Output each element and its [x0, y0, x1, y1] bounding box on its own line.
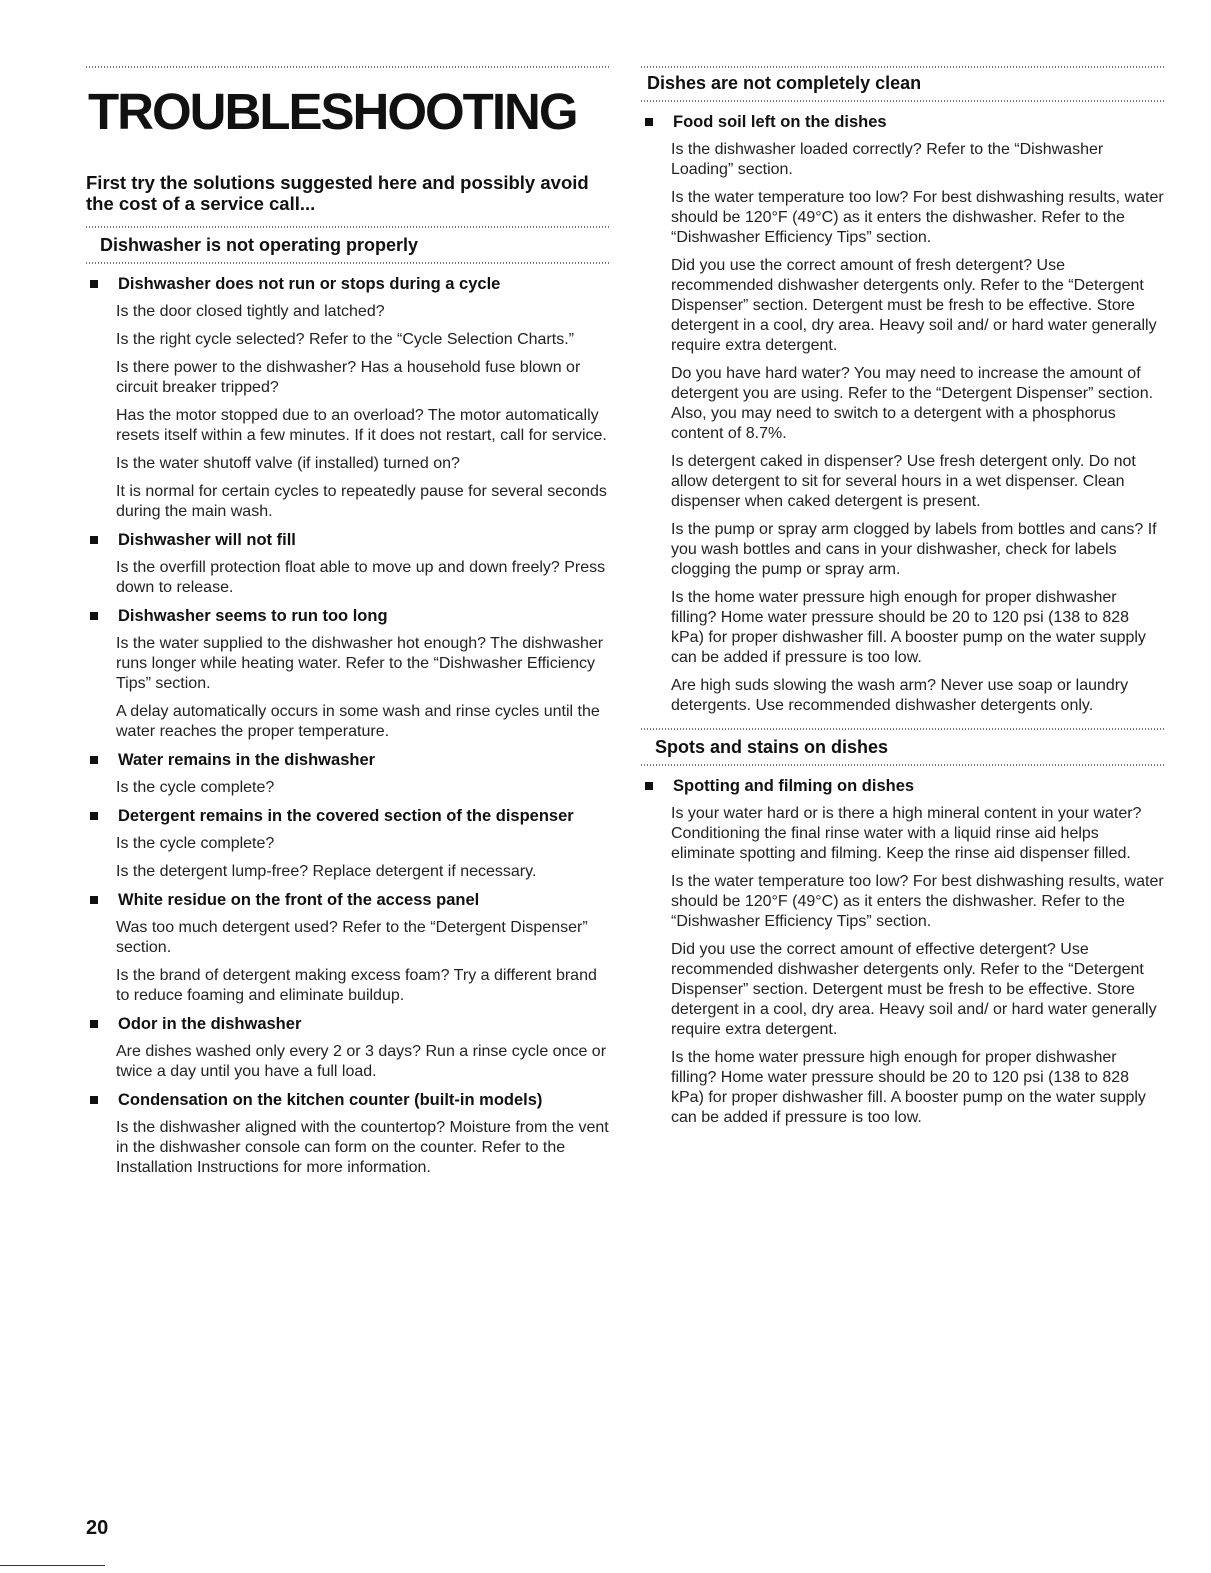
troubleshooting-item — [86, 1090, 610, 1178]
item-paragraph: Is the dishwasher loaded correctly? Refer to the “Dishwasher Loading” section. — [671, 141, 1104, 178]
dotted-rule — [641, 764, 1165, 766]
item-heading — [86, 530, 610, 550]
item-heading — [86, 274, 610, 294]
right-column — [641, 66, 1165, 1136]
dotted-rule — [641, 66, 1165, 68]
section-title: Dishwasher is not operating properly — [100, 235, 419, 255]
right-item-list — [641, 112, 1165, 716]
item-heading-text: Food soil left on the dishes — [673, 113, 887, 131]
item-heading — [86, 1014, 610, 1034]
item-paragraph: Is there power to the dishwasher? Has a household fuse blown or circuit breaker tripped? — [116, 359, 581, 396]
item-paragraph: Are dishes washed only every 2 or 3 days? Run a rinse cycle once or twice a day until you have a full load. — [116, 1043, 607, 1080]
item-paragraph: Is the brand of detergent making excess foam? Try a different brand to reduce foaming and eliminate buildup. — [116, 967, 597, 1004]
item-paragraph: Was too much detergent used? Refer to the “Detergent Dispenser” section. — [116, 919, 588, 956]
item-paragraph: A delay automatically occurs in some wash and rinse cycles until the water reaches the proper temperature. — [116, 703, 600, 740]
item-paragraph: Is the pump or spray arm clogged by labels from bottles and cans? If you wash bottles and cans in your dishwasher, check for labels clogging the pump or spray arm. — [671, 521, 1157, 578]
dotted-rule — [641, 100, 1165, 102]
troubleshooting-item — [86, 606, 610, 742]
item-paragraph: Is the cycle complete? — [116, 835, 275, 852]
item-paragraph: Is the water supplied to the dishwasher hot enough? The dishwasher runs longer while heating water. Refer to the “Dishwasher Efficiency Tips” section. — [116, 635, 604, 692]
item-paragraph: Did you use the correct amount of fresh detergent? Use recommended dishwasher detergents only. Refer to the “Detergent Dispenser” section. Detergent must be fresh to be effective. Store detergent in a cool, dry area. Heavy soil and/ or hard water generally require extra detergent. — [671, 257, 1157, 354]
section-header — [641, 728, 1165, 766]
item-paragraph: Did you use the correct amount of effective detergent? Use recommended dishwasher detergents only. Refer to the “Detergent Dispenser” section. Detergent must be fresh to be effective. Store detergent in a cool, dry area. Heavy soil and/ or hard water generally require extra detergent. — [671, 941, 1157, 1038]
dotted-rule — [86, 226, 610, 228]
section-title: Dishes are not completely clean — [647, 73, 922, 93]
item-paragraph: Is the overfill protection float able to move up and down freely? Press down to release. — [116, 559, 606, 596]
item-heading-text: Condensation on the kitchen counter (built-in models) — [118, 1091, 543, 1109]
item-heading-text: Spotting and filming on dishes — [673, 777, 915, 795]
item-heading-text: Dishwasher will not fill — [118, 531, 296, 549]
right-item-list — [641, 776, 1165, 1128]
troubleshooting-item — [86, 1014, 610, 1082]
item-heading — [86, 1090, 610, 1110]
item-heading-text: Water remains in the dishwasher — [118, 751, 376, 769]
item-paragraph: Is the cycle complete? — [116, 779, 275, 796]
item-body — [86, 634, 610, 742]
troubleshooting-item — [86, 750, 610, 798]
troubleshooting-item — [641, 776, 1165, 1128]
troubleshooting-item — [86, 274, 610, 522]
item-heading-text: Odor in the dishwasher — [118, 1015, 302, 1033]
footer-rule — [0, 1565, 105, 1566]
troubleshooting-item — [86, 806, 610, 882]
section-title: Spots and stains on dishes — [655, 737, 889, 757]
item-body — [86, 302, 610, 522]
bullet-square-icon — [90, 812, 98, 820]
item-paragraph: Is the home water pressure high enough for proper dishwasher filling? Home water pressure should be 20 to 120 psi (138 to 828 kPa) for proper dishwasher fill. A booster pump on the water supply can be added if pressure is too low. — [671, 589, 1146, 666]
left-item-list — [86, 274, 610, 1178]
item-heading — [641, 112, 1165, 132]
item-heading — [86, 606, 610, 626]
item-paragraph: Is the detergent lump-free? Replace detergent if necessary. — [116, 863, 537, 880]
item-body — [86, 834, 610, 882]
troubleshooting-item — [86, 530, 610, 598]
item-paragraph: Is the water shutoff valve (if installed) turned on? — [116, 455, 460, 472]
item-paragraph: Is detergent caked in dispenser? Use fresh detergent only. Do not allow detergent to sit for several hours in a wet dispenser. Clean dispenser when caked detergent is present. — [671, 453, 1136, 510]
item-heading — [86, 750, 610, 770]
item-body — [86, 1118, 610, 1178]
item-paragraph: Are high suds slowing the wash arm? Never use soap or laundry detergents. Use recommended dishwasher detergents only. — [671, 677, 1129, 714]
item-body — [86, 558, 610, 598]
bullet-square-icon — [645, 118, 653, 126]
item-paragraph: Has the motor stopped due to an overload? The motor automatically resets itself within a few minutes. If it does not restart, call for service. — [116, 407, 607, 444]
bullet-square-icon — [90, 1020, 98, 1028]
item-paragraph: It is normal for certain cycles to repeatedly pause for several seconds during the main wash. — [116, 483, 607, 520]
item-body — [641, 804, 1165, 1128]
item-body — [86, 778, 610, 798]
item-heading — [86, 806, 610, 826]
dotted-rule — [86, 262, 610, 264]
page-title: TROUBLESHOOTING — [88, 83, 577, 140]
page-number: 20 — [86, 1517, 109, 1539]
dotted-rule — [641, 728, 1165, 730]
section-header — [86, 226, 610, 264]
item-heading-text: Detergent remains in the covered section of the dispenser — [118, 807, 574, 825]
item-body — [641, 140, 1165, 716]
item-body — [86, 1042, 610, 1082]
bullet-square-icon — [90, 756, 98, 764]
item-paragraph: Is the dishwasher aligned with the countertop? Moisture from the vent in the dishwasher console can form on the counter. Refer to the Installation Instructions for more information. — [116, 1119, 609, 1176]
bullet-square-icon — [90, 612, 98, 620]
item-paragraph: Do you have hard water? You may need to increase the amount of detergent you are using. Refer to the “Detergent Dispenser” section. Also, you may need to switch to a detergent with a phosphorus content of 8.7%. — [671, 365, 1154, 442]
bullet-square-icon — [645, 782, 653, 790]
item-paragraph: Is the water temperature too low? For best dishwashing results, water should be 120°F (49°C) as it enters the dishwasher. Refer to the “Dishwasher Efficiency Tips” section. — [671, 873, 1164, 930]
item-heading-text: Dishwasher seems to run too long — [118, 607, 388, 625]
item-body — [86, 918, 610, 1006]
item-heading — [86, 890, 610, 910]
left-column — [86, 66, 610, 1186]
item-paragraph: Is your water hard or is there a high mineral content in your water? Conditioning the final rinse water with a liquid rinse aid helps eliminate spotting and filming. Keep the rinse aid dispenser filled. — [671, 805, 1142, 862]
bullet-square-icon — [90, 896, 98, 904]
item-heading-text: White residue on the front of the access panel — [118, 891, 480, 909]
item-paragraph: Is the right cycle selected? Refer to the “Cycle Selection Charts.” — [116, 331, 574, 348]
item-heading-text: Dishwasher does not run or stops during a cycle — [118, 275, 501, 293]
item-paragraph: Is the water temperature too low? For best dishwashing results, water should be 120°F (49°C) as it enters the dishwasher. Refer to the “Dishwasher Efficiency Tips” section. — [671, 189, 1164, 246]
item-paragraph: Is the door closed tightly and latched? — [116, 303, 385, 320]
intro-text: First try the solutions suggested here and possibly avoid the cost of a service call... — [86, 172, 589, 214]
top-dotted-rule — [86, 66, 610, 68]
section-header — [641, 66, 1165, 102]
bullet-square-icon — [90, 536, 98, 544]
troubleshooting-item — [641, 112, 1165, 716]
item-paragraph: Is the home water pressure high enough for proper dishwasher filling? Home water pressure should be 20 to 120 psi (138 to 828 kPa) for proper dishwasher fill. A booster pump on the water supply can be added if pressure is too low. — [671, 1049, 1146, 1126]
bullet-square-icon — [90, 1096, 98, 1104]
troubleshooting-item — [86, 890, 610, 1006]
bullet-square-icon — [90, 280, 98, 288]
item-heading — [641, 776, 1165, 796]
